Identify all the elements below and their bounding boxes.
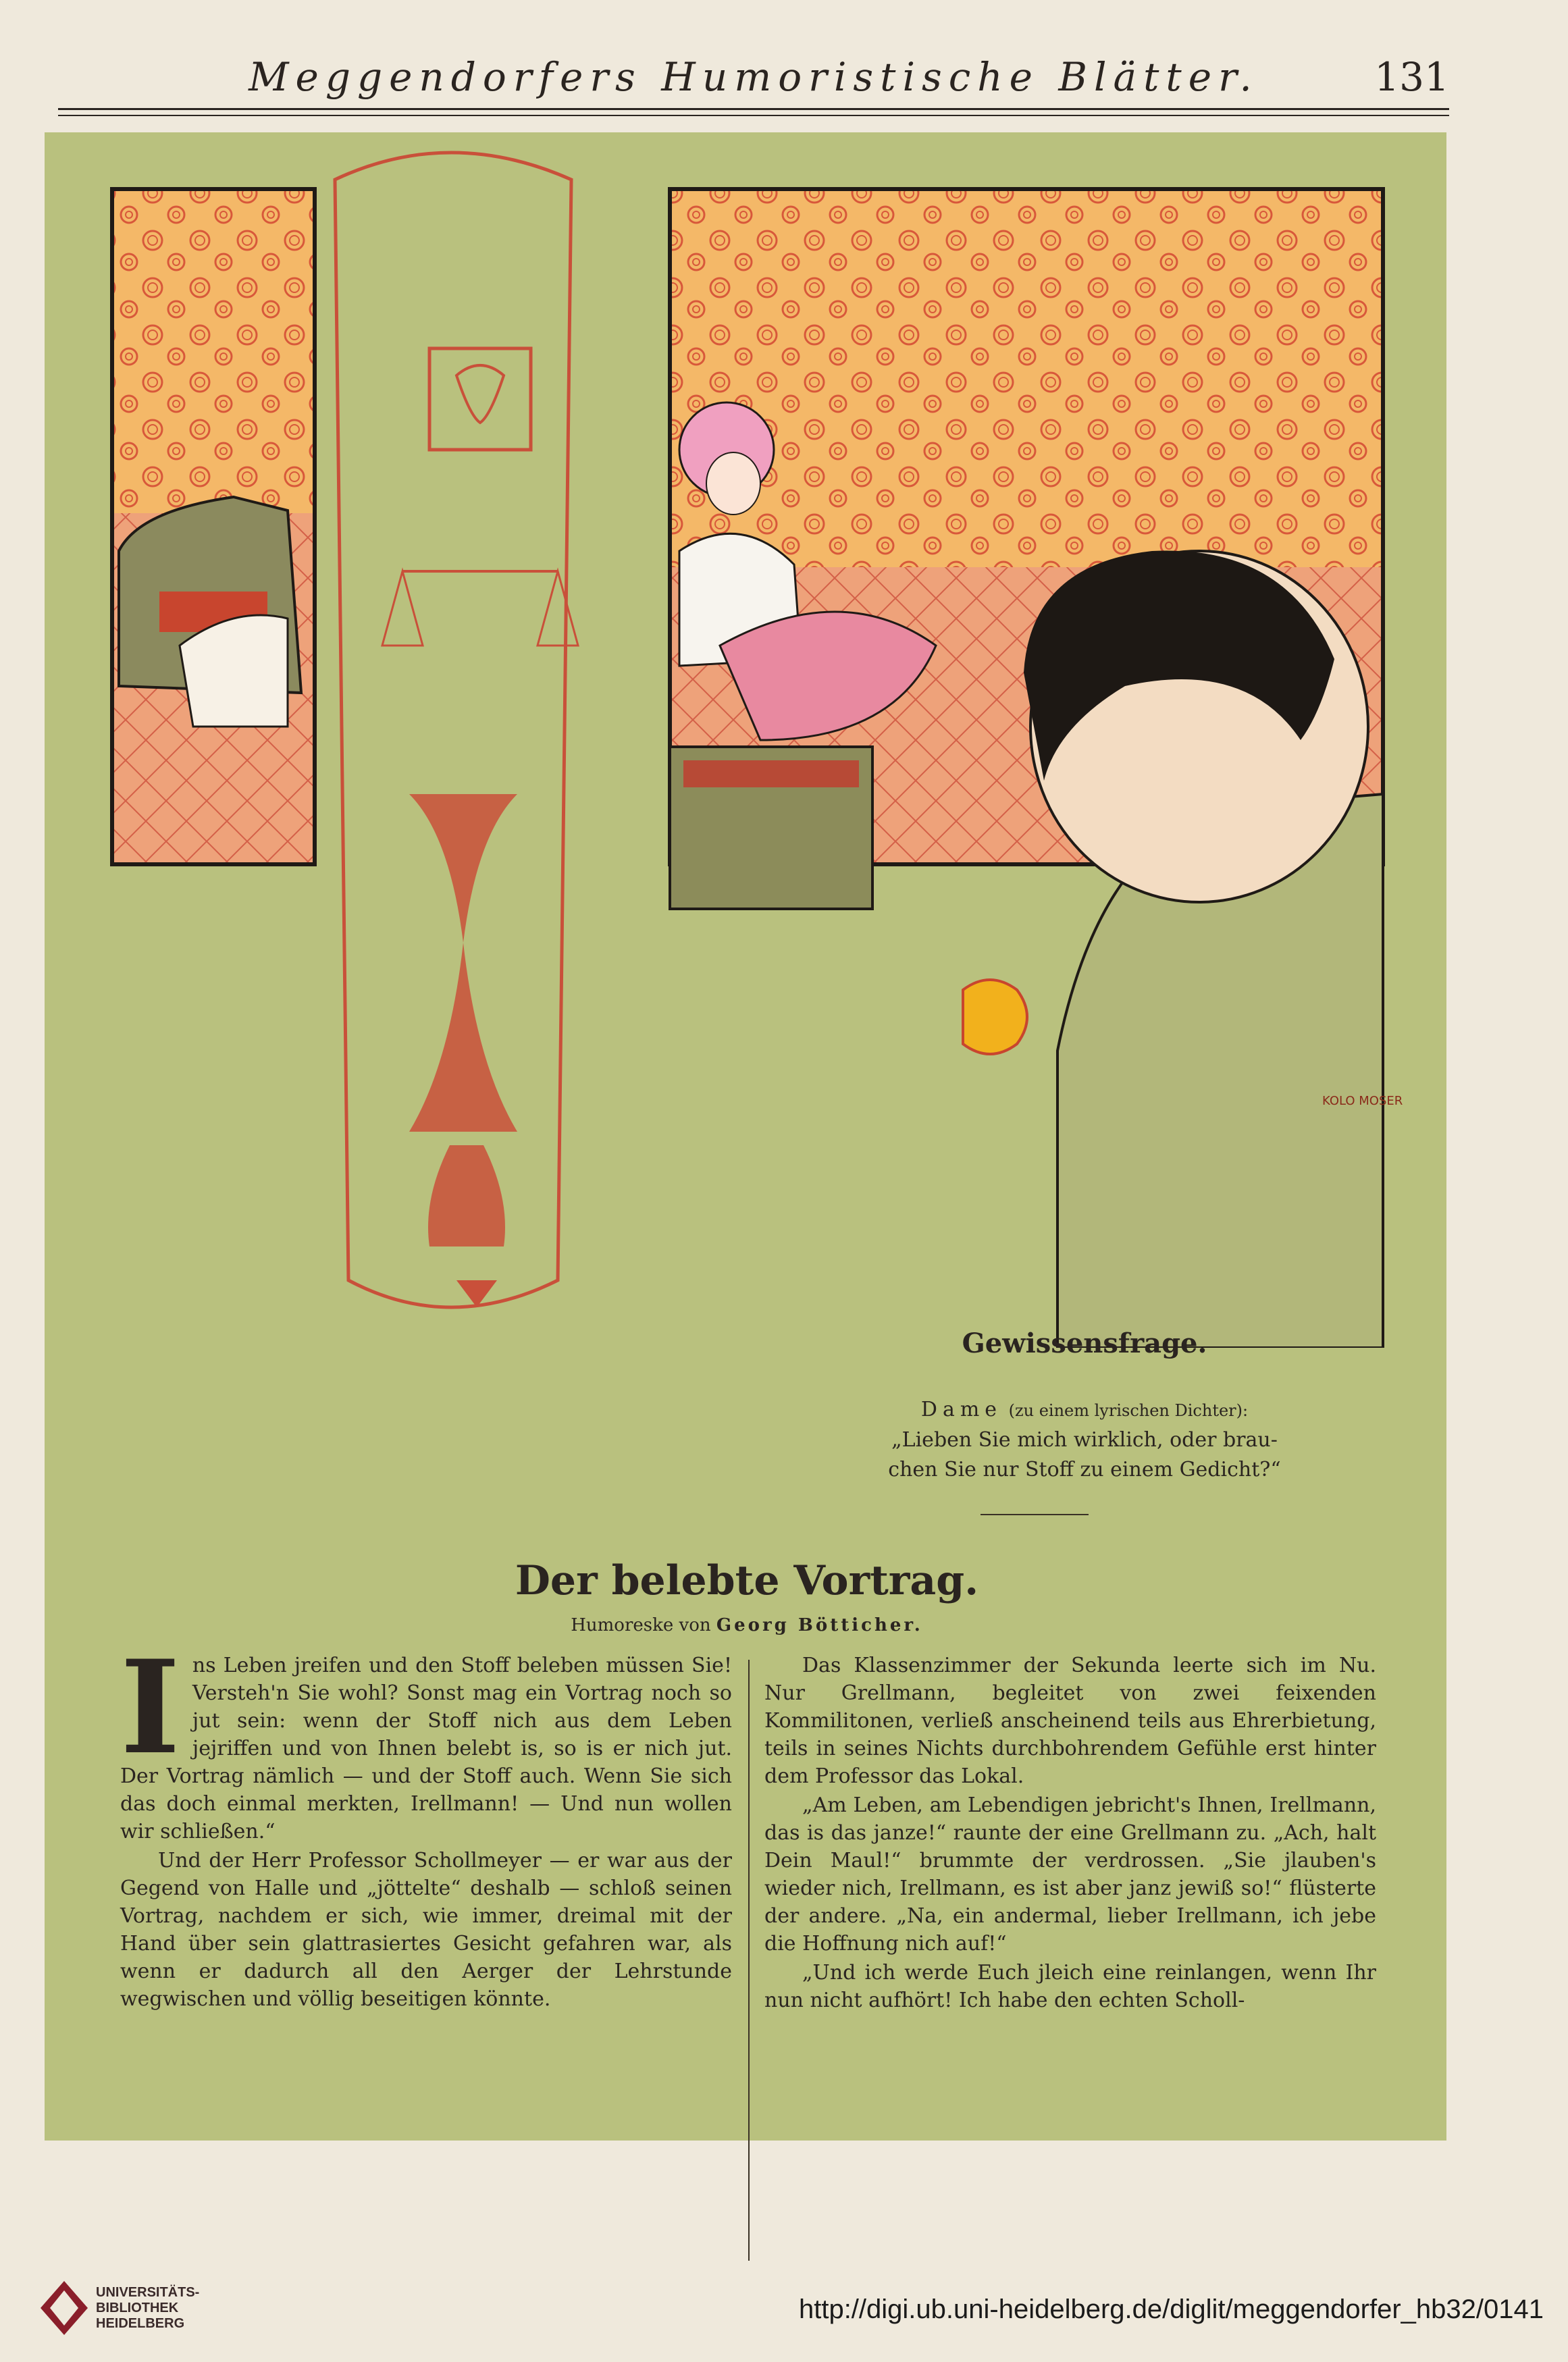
running-header [58,47,1449,108]
byline-genre: Humoreske von [571,1615,711,1635]
artist-signature: KOLO MOSER [1322,1094,1403,1108]
column-divider [748,1660,750,2261]
header-rule-thin [58,115,1449,116]
paragraph: Das Klassenzimmer der Sekunda leerte sich im Nu. Nur Grellmann, begleitet von zwei feixenden Kommilitonen, verließ anscheinend teils aus Ehrerbietung, teils in seines Nichts durchbohrendem Gefühle erst hinter dem Professor das Lokal. [764,1654,1376,1788]
section-rule [981,1514,1089,1515]
poem [841,1395,1328,1485]
header-rule [58,108,1449,110]
poem-title: Gewissensfrage. [962,1328,1207,1359]
paragraph: „Und ich werde Euch jleich eine reinlangen, wenn Ihr nun nicht aufhört! Ich habe den echten Scholl- [764,1961,1376,2012]
poem-line: „Lieben Sie mich wirklich, oder brau- [891,1428,1278,1452]
publication-title: Meggendorfers Humoristische Blätter. [249,54,1259,100]
text-column-right [764,1652,1376,2016]
source-url[interactable]: http://digi.ub.uni-heidelberg.de/diglit/meggendorfer_hb32/0141 [798,2294,1544,2324]
byline [180,1615,1314,1635]
paragraph: „Am Leben, am Lebendigen jebricht's Ihnen, Irellmann, das is das janze!“ raunte der eine Grellmann zu. „Ach, halt Dein Maul!“ brummte der verdrossen. „Sie jlauben's wieder nich, Irellmann, es ist aber janz jewiß so!“ flüsterte der andere. „Na, ein andermal, lieber Irellmann, ich jebe die Hoffnung nich auf!“ [764,1793,1376,1956]
drop-cap: I [120,1632,180,1783]
library-logo [41,2281,216,2335]
illustration [45,132,1446,1348]
paragraph: Und der Herr Professor Schollmeyer — er war aus der Gegend von Halle und „jöttelte“ deshalb — schloß seinen Vortrag, nachdem er sich, wie immer, dreimal mit der Hand über sein glattrasiertes Gesicht gefahren war, als wenn er dadurch all den Aerger der Lehrstunde wegwischen und völlig beseitigen könnte. [120,1849,732,2011]
library-name: UNIVERSITÄTS- BIBLIOTHEK HEIDELBERG [96,2285,200,2331]
page-number: 131 [1374,54,1449,100]
poem-intro [841,1395,1328,1425]
left-panel [112,189,315,864]
poem-speaker: Dame [920,1398,1003,1421]
right-panel [670,189,1403,1348]
ornamental-column [335,153,578,1307]
poem-line: chen Sie nur Stoff zu einem Gedicht?“ [888,1458,1281,1481]
story-title: Der belebte Vortrag. [515,1557,979,1604]
colored-plate [45,132,1446,2141]
poem-direction: (zu einem lyrischen Dichter): [1008,1401,1249,1420]
text-column-left [120,1632,732,2014]
byline-author: Georg Bötticher. [716,1615,923,1635]
library-seal-icon [41,2281,88,2335]
paragraph: Ins Leben jreifen und den Stoff beleben müssen Sie! Versteh'n Sie wohl? Sonst mag ein Vortrag noch so jut sein: wenn der Stoff nich aus dem Leben jejriffen und von Ihnen belebt is, so is er nich jut. Der Vortrag nämlich — und der Stoff auch. Wenn Sie sich das doch einmal merkten, Irellmann! — Und nun wollen wir schließen.“ [120,1632,732,1843]
